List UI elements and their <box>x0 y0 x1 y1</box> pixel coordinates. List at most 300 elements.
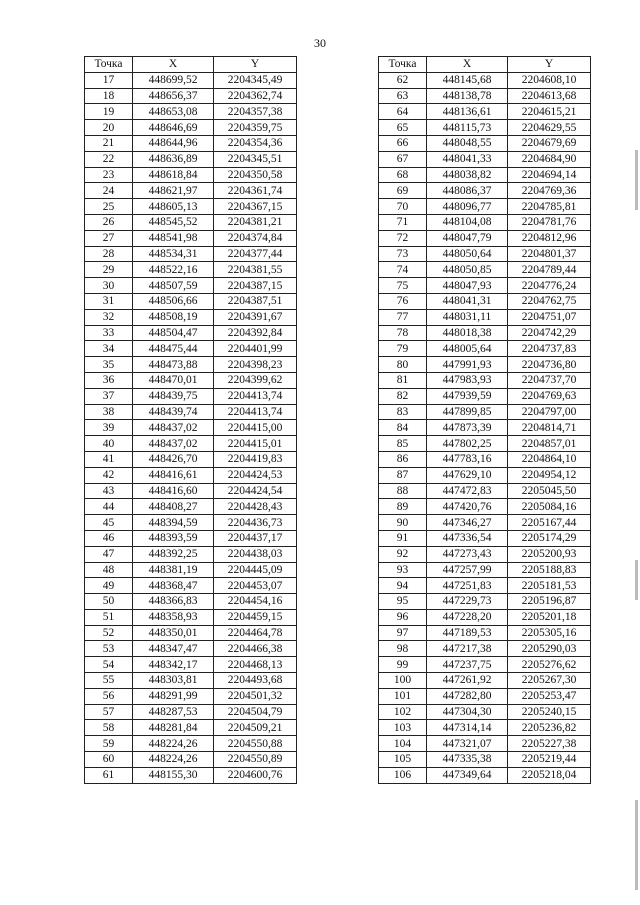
point-number-cell: 85 <box>379 436 427 452</box>
x-coordinate-cell: 448096,77 <box>427 199 508 215</box>
y-coordinate-cell: 2204501,32 <box>214 688 297 704</box>
table-row <box>379 341 591 357</box>
table-row <box>379 230 591 246</box>
x-coordinate-cell: 448050,85 <box>427 262 508 278</box>
y-coordinate-cell: 2204350,58 <box>214 167 297 183</box>
table-row <box>379 594 591 610</box>
table-row <box>85 72 297 88</box>
y-coordinate-cell: 2204428,43 <box>214 499 297 515</box>
point-number-cell: 76 <box>379 293 427 309</box>
point-number-cell: 37 <box>85 388 133 404</box>
y-coordinate-cell: 2204776,24 <box>508 278 591 294</box>
coordinates-table-left <box>84 56 297 784</box>
point-number-cell: 86 <box>379 451 427 467</box>
table-row <box>379 515 591 531</box>
x-coordinate-cell: 447629,10 <box>427 467 508 483</box>
table-row <box>85 167 297 183</box>
table-row <box>379 72 591 88</box>
x-coordinate-cell: 447321,07 <box>427 736 508 752</box>
table-row <box>85 246 297 262</box>
table-row <box>85 262 297 278</box>
point-number-cell: 72 <box>379 230 427 246</box>
y-coordinate-cell: 2204345,51 <box>214 151 297 167</box>
x-coordinate-cell: 447217,38 <box>427 641 508 657</box>
y-coordinate-cell: 2204413,74 <box>214 404 297 420</box>
point-number-cell: 67 <box>379 151 427 167</box>
table-row <box>85 88 297 104</box>
x-coordinate-cell: 448050,64 <box>427 246 508 262</box>
point-number-cell: 105 <box>379 752 427 768</box>
point-number-cell: 99 <box>379 657 427 673</box>
table-row <box>85 594 297 610</box>
y-coordinate-cell: 2204613,68 <box>508 88 591 104</box>
y-coordinate-cell: 2204736,80 <box>508 357 591 373</box>
y-coordinate-cell: 2204857,01 <box>508 436 591 452</box>
x-coordinate-cell: 448470,01 <box>133 372 214 388</box>
point-number-cell: 43 <box>85 483 133 499</box>
table-row <box>85 625 297 641</box>
table-header-row <box>379 57 591 73</box>
table-row <box>85 372 297 388</box>
x-coordinate-cell: 447304,30 <box>427 704 508 720</box>
point-number-cell: 29 <box>85 262 133 278</box>
point-number-cell: 22 <box>85 151 133 167</box>
table-row <box>379 214 591 230</box>
x-coordinate-cell: 448437,02 <box>133 420 214 436</box>
table-row <box>85 388 297 404</box>
x-coordinate-cell: 448522,16 <box>133 262 214 278</box>
table-row <box>379 325 591 341</box>
point-number-cell: 89 <box>379 499 427 515</box>
point-number-cell: 33 <box>85 325 133 341</box>
x-coordinate-cell: 448155,30 <box>133 767 214 783</box>
x-coordinate-cell: 447991,93 <box>427 357 508 373</box>
table-row <box>379 88 591 104</box>
point-number-cell: 59 <box>85 736 133 752</box>
x-coordinate-cell: 447229,73 <box>427 594 508 610</box>
point-number-cell: 57 <box>85 704 133 720</box>
y-coordinate-cell: 2205200,93 <box>508 546 591 562</box>
x-coordinate-cell: 448507,59 <box>133 278 214 294</box>
x-coordinate-cell: 448392,25 <box>133 546 214 562</box>
point-number-cell: 101 <box>379 688 427 704</box>
y-coordinate-cell: 2204387,51 <box>214 293 297 309</box>
y-coordinate-cell: 2205227,38 <box>508 736 591 752</box>
x-coordinate-cell: 448636,89 <box>133 151 214 167</box>
table-row <box>379 293 591 309</box>
x-coordinate-cell: 448473,88 <box>133 357 214 373</box>
table-row <box>379 199 591 215</box>
x-coordinate-cell: 448104,08 <box>427 214 508 230</box>
point-number-cell: 91 <box>379 530 427 546</box>
table-row <box>379 246 591 262</box>
x-coordinate-cell: 447802,25 <box>427 436 508 452</box>
point-number-cell: 69 <box>379 183 427 199</box>
y-coordinate-cell: 2205267,30 <box>508 673 591 689</box>
y-coordinate-cell: 2204374,84 <box>214 230 297 246</box>
table-row <box>379 752 591 768</box>
table-row <box>379 357 591 373</box>
table-row <box>85 404 297 420</box>
table-row <box>85 673 297 689</box>
table-row <box>379 530 591 546</box>
table-row <box>85 278 297 294</box>
x-coordinate-cell: 448394,59 <box>133 515 214 531</box>
y-coordinate-cell: 2205218,04 <box>508 767 591 783</box>
x-coordinate-cell: 447257,99 <box>427 562 508 578</box>
table-row <box>379 578 591 594</box>
point-number-cell: 52 <box>85 625 133 641</box>
point-number-cell: 21 <box>85 135 133 151</box>
table-row <box>379 688 591 704</box>
y-coordinate-cell: 2204401,99 <box>214 341 297 357</box>
y-coordinate-cell: 2204550,89 <box>214 752 297 768</box>
y-coordinate-cell: 2204684,90 <box>508 151 591 167</box>
table-row <box>85 451 297 467</box>
y-coordinate-cell: 2204415,01 <box>214 436 297 452</box>
y-coordinate-cell: 2205201,18 <box>508 609 591 625</box>
table-row <box>379 467 591 483</box>
table-row <box>379 262 591 278</box>
scan-edge-mark <box>635 800 638 890</box>
column-header-y: Y <box>508 57 591 73</box>
table-row <box>85 530 297 546</box>
table-row <box>85 230 297 246</box>
x-coordinate-cell: 448439,75 <box>133 388 214 404</box>
y-coordinate-cell: 2204399,62 <box>214 372 297 388</box>
y-coordinate-cell: 2204797,00 <box>508 404 591 420</box>
point-number-cell: 94 <box>379 578 427 594</box>
y-coordinate-cell: 2205045,50 <box>508 483 591 499</box>
x-coordinate-cell: 447335,38 <box>427 752 508 768</box>
x-coordinate-cell: 448115,73 <box>427 120 508 136</box>
x-coordinate-cell: 447261,92 <box>427 673 508 689</box>
table-row <box>85 467 297 483</box>
y-coordinate-cell: 2205240,15 <box>508 704 591 720</box>
x-coordinate-cell: 448366,83 <box>133 594 214 610</box>
table-row <box>85 515 297 531</box>
y-coordinate-cell: 2204454,16 <box>214 594 297 610</box>
x-coordinate-cell: 447472,83 <box>427 483 508 499</box>
column-header-point: Точка <box>379 57 427 73</box>
y-coordinate-cell: 2204438,03 <box>214 546 297 562</box>
y-coordinate-cell: 2204367,15 <box>214 199 297 215</box>
y-coordinate-cell: 2204391,67 <box>214 309 297 325</box>
point-number-cell: 106 <box>379 767 427 783</box>
table-row <box>379 167 591 183</box>
point-number-cell: 50 <box>85 594 133 610</box>
y-coordinate-cell: 2204769,36 <box>508 183 591 199</box>
point-number-cell: 38 <box>85 404 133 420</box>
x-coordinate-cell: 447420,76 <box>427 499 508 515</box>
x-coordinate-cell: 448041,31 <box>427 293 508 309</box>
y-coordinate-cell: 2205174,29 <box>508 530 591 546</box>
x-coordinate-cell: 447237,75 <box>427 657 508 673</box>
table-row <box>85 736 297 752</box>
table-row <box>379 483 591 499</box>
x-coordinate-cell: 448416,61 <box>133 467 214 483</box>
x-coordinate-cell: 448086,37 <box>427 183 508 199</box>
point-number-cell: 63 <box>379 88 427 104</box>
table-row <box>379 562 591 578</box>
table-row <box>379 278 591 294</box>
x-coordinate-cell: 448038,82 <box>427 167 508 183</box>
x-coordinate-cell: 448048,55 <box>427 135 508 151</box>
point-number-cell: 93 <box>379 562 427 578</box>
table-row <box>379 388 591 404</box>
x-coordinate-cell: 448368,47 <box>133 578 214 594</box>
table-row <box>85 104 297 120</box>
point-number-cell: 34 <box>85 341 133 357</box>
x-coordinate-cell: 448644,96 <box>133 135 214 151</box>
y-coordinate-cell: 2205084,16 <box>508 499 591 515</box>
y-coordinate-cell: 2204789,44 <box>508 262 591 278</box>
table-row <box>85 151 297 167</box>
point-number-cell: 18 <box>85 88 133 104</box>
y-coordinate-cell: 2204801,37 <box>508 246 591 262</box>
y-coordinate-cell: 2204864,10 <box>508 451 591 467</box>
y-coordinate-cell: 2204424,53 <box>214 467 297 483</box>
x-coordinate-cell: 448653,08 <box>133 104 214 120</box>
table-row <box>379 451 591 467</box>
point-number-cell: 19 <box>85 104 133 120</box>
y-coordinate-cell: 2204954,12 <box>508 467 591 483</box>
table-row <box>379 135 591 151</box>
x-coordinate-cell: 448437,02 <box>133 436 214 452</box>
point-number-cell: 36 <box>85 372 133 388</box>
x-coordinate-cell: 448047,79 <box>427 230 508 246</box>
y-coordinate-cell: 2204419,83 <box>214 451 297 467</box>
y-coordinate-cell: 2204359,75 <box>214 120 297 136</box>
y-coordinate-cell: 2204398,23 <box>214 357 297 373</box>
point-number-cell: 78 <box>379 325 427 341</box>
point-number-cell: 66 <box>379 135 427 151</box>
point-number-cell: 83 <box>379 404 427 420</box>
x-coordinate-cell: 448005,64 <box>427 341 508 357</box>
x-coordinate-cell: 448281,84 <box>133 720 214 736</box>
x-coordinate-cell: 448618,84 <box>133 167 214 183</box>
x-coordinate-cell: 447336,54 <box>427 530 508 546</box>
point-number-cell: 77 <box>379 309 427 325</box>
x-coordinate-cell: 448508,19 <box>133 309 214 325</box>
point-number-cell: 31 <box>85 293 133 309</box>
point-number-cell: 41 <box>85 451 133 467</box>
x-coordinate-cell: 448136,61 <box>427 104 508 120</box>
table-row <box>85 214 297 230</box>
point-number-cell: 42 <box>85 467 133 483</box>
table-row <box>379 673 591 689</box>
point-number-cell: 98 <box>379 641 427 657</box>
table-row <box>379 372 591 388</box>
point-number-cell: 58 <box>85 720 133 736</box>
y-coordinate-cell: 2204737,70 <box>508 372 591 388</box>
y-coordinate-cell: 2205305,16 <box>508 625 591 641</box>
point-number-cell: 45 <box>85 515 133 531</box>
coordinates-table-right <box>378 56 591 784</box>
y-coordinate-cell: 2205196,87 <box>508 594 591 610</box>
x-coordinate-cell: 448541,98 <box>133 230 214 246</box>
point-number-cell: 82 <box>379 388 427 404</box>
y-coordinate-cell: 2205276,62 <box>508 657 591 673</box>
x-coordinate-cell: 447983,93 <box>427 372 508 388</box>
x-coordinate-cell: 448303,81 <box>133 673 214 689</box>
y-coordinate-cell: 2204392,84 <box>214 325 297 341</box>
x-coordinate-cell: 447189,53 <box>427 625 508 641</box>
point-number-cell: 97 <box>379 625 427 641</box>
x-coordinate-cell: 447282,80 <box>427 688 508 704</box>
table-row <box>85 720 297 736</box>
x-coordinate-cell: 448047,93 <box>427 278 508 294</box>
x-coordinate-cell: 448416,60 <box>133 483 214 499</box>
table-row <box>379 736 591 752</box>
x-coordinate-cell: 448605,13 <box>133 199 214 215</box>
point-number-cell: 100 <box>379 673 427 689</box>
x-coordinate-cell: 447228,20 <box>427 609 508 625</box>
y-coordinate-cell: 2204812,96 <box>508 230 591 246</box>
y-coordinate-cell: 2204453,07 <box>214 578 297 594</box>
column-header-y: Y <box>214 57 297 73</box>
point-number-cell: 61 <box>85 767 133 783</box>
y-coordinate-cell: 2204459,15 <box>214 609 297 625</box>
y-coordinate-cell: 2205219,44 <box>508 752 591 768</box>
y-coordinate-cell: 2204413,74 <box>214 388 297 404</box>
y-coordinate-cell: 2204464,78 <box>214 625 297 641</box>
x-coordinate-cell: 448224,26 <box>133 752 214 768</box>
table-row <box>85 325 297 341</box>
point-number-cell: 103 <box>379 720 427 736</box>
y-coordinate-cell: 2204769,63 <box>508 388 591 404</box>
table-row <box>379 104 591 120</box>
y-coordinate-cell: 2204437,17 <box>214 530 297 546</box>
point-number-cell: 80 <box>379 357 427 373</box>
x-coordinate-cell: 448426,70 <box>133 451 214 467</box>
table-row <box>379 609 591 625</box>
table-row <box>379 151 591 167</box>
x-coordinate-cell: 448138,78 <box>427 88 508 104</box>
y-coordinate-cell: 2204762,75 <box>508 293 591 309</box>
y-coordinate-cell: 2204737,83 <box>508 341 591 357</box>
table-row <box>379 404 591 420</box>
table-row <box>379 767 591 783</box>
point-number-cell: 88 <box>379 483 427 499</box>
table-row <box>85 420 297 436</box>
y-coordinate-cell: 2204742,29 <box>508 325 591 341</box>
table-row <box>85 309 297 325</box>
point-number-cell: 92 <box>379 546 427 562</box>
point-number-cell: 62 <box>379 72 427 88</box>
point-number-cell: 84 <box>379 420 427 436</box>
y-coordinate-cell: 2205253,47 <box>508 688 591 704</box>
table-row <box>379 309 591 325</box>
point-number-cell: 68 <box>379 167 427 183</box>
y-coordinate-cell: 2205181,53 <box>508 578 591 594</box>
x-coordinate-cell: 448347,47 <box>133 641 214 657</box>
table-row <box>379 625 591 641</box>
y-coordinate-cell: 2204493,68 <box>214 673 297 689</box>
y-coordinate-cell: 2204468,13 <box>214 657 297 673</box>
y-coordinate-cell: 2205236,82 <box>508 720 591 736</box>
point-number-cell: 71 <box>379 214 427 230</box>
point-number-cell: 87 <box>379 467 427 483</box>
x-coordinate-cell: 448018,38 <box>427 325 508 341</box>
table-row <box>85 562 297 578</box>
table-row <box>85 483 297 499</box>
table-row <box>379 657 591 673</box>
table-row <box>85 767 297 783</box>
y-coordinate-cell: 2204445,09 <box>214 562 297 578</box>
table-row <box>379 183 591 199</box>
table-row <box>85 357 297 373</box>
table-row <box>379 546 591 562</box>
y-coordinate-cell: 2204377,44 <box>214 246 297 262</box>
page-number: 30 <box>314 36 326 50</box>
point-number-cell: 30 <box>85 278 133 294</box>
x-coordinate-cell: 448393,59 <box>133 530 214 546</box>
column-header-x: X <box>133 57 214 73</box>
y-coordinate-cell: 2205188,83 <box>508 562 591 578</box>
point-number-cell: 24 <box>85 183 133 199</box>
y-coordinate-cell: 2204814,71 <box>508 420 591 436</box>
x-coordinate-cell: 448350,01 <box>133 625 214 641</box>
y-coordinate-cell: 2204504,79 <box>214 704 297 720</box>
y-coordinate-cell: 2204550,88 <box>214 736 297 752</box>
x-coordinate-cell: 448656,37 <box>133 88 214 104</box>
table-row <box>85 657 297 673</box>
x-coordinate-cell: 448031,11 <box>427 309 508 325</box>
point-number-cell: 25 <box>85 199 133 215</box>
point-number-cell: 17 <box>85 72 133 88</box>
point-number-cell: 64 <box>379 104 427 120</box>
table-row <box>85 609 297 625</box>
point-number-cell: 70 <box>379 199 427 215</box>
x-coordinate-cell: 448504,47 <box>133 325 214 341</box>
y-coordinate-cell: 2204608,10 <box>508 72 591 88</box>
table-header-row <box>85 57 297 73</box>
point-number-cell: 65 <box>379 120 427 136</box>
table-row <box>85 199 297 215</box>
x-coordinate-cell: 448145,68 <box>427 72 508 88</box>
x-coordinate-cell: 448699,52 <box>133 72 214 88</box>
y-coordinate-cell: 2204679,69 <box>508 135 591 151</box>
table-row <box>85 499 297 515</box>
scan-edge-mark <box>635 150 638 210</box>
point-number-cell: 90 <box>379 515 427 531</box>
table-row <box>85 641 297 657</box>
y-coordinate-cell: 2205167,44 <box>508 515 591 531</box>
x-coordinate-cell: 448408,27 <box>133 499 214 515</box>
table-row <box>379 120 591 136</box>
x-coordinate-cell: 448381,19 <box>133 562 214 578</box>
y-coordinate-cell: 2204381,55 <box>214 262 297 278</box>
x-coordinate-cell: 448534,31 <box>133 246 214 262</box>
table-row <box>85 752 297 768</box>
point-number-cell: 35 <box>85 357 133 373</box>
point-number-cell: 102 <box>379 704 427 720</box>
point-number-cell: 23 <box>85 167 133 183</box>
point-number-cell: 81 <box>379 372 427 388</box>
point-number-cell: 46 <box>85 530 133 546</box>
x-coordinate-cell: 447939,59 <box>427 388 508 404</box>
table-row <box>85 688 297 704</box>
point-number-cell: 27 <box>85 230 133 246</box>
point-number-cell: 56 <box>85 688 133 704</box>
table-row <box>85 293 297 309</box>
point-number-cell: 95 <box>379 594 427 610</box>
y-coordinate-cell: 2204694,14 <box>508 167 591 183</box>
point-number-cell: 54 <box>85 657 133 673</box>
x-coordinate-cell: 448358,93 <box>133 609 214 625</box>
point-number-cell: 75 <box>379 278 427 294</box>
